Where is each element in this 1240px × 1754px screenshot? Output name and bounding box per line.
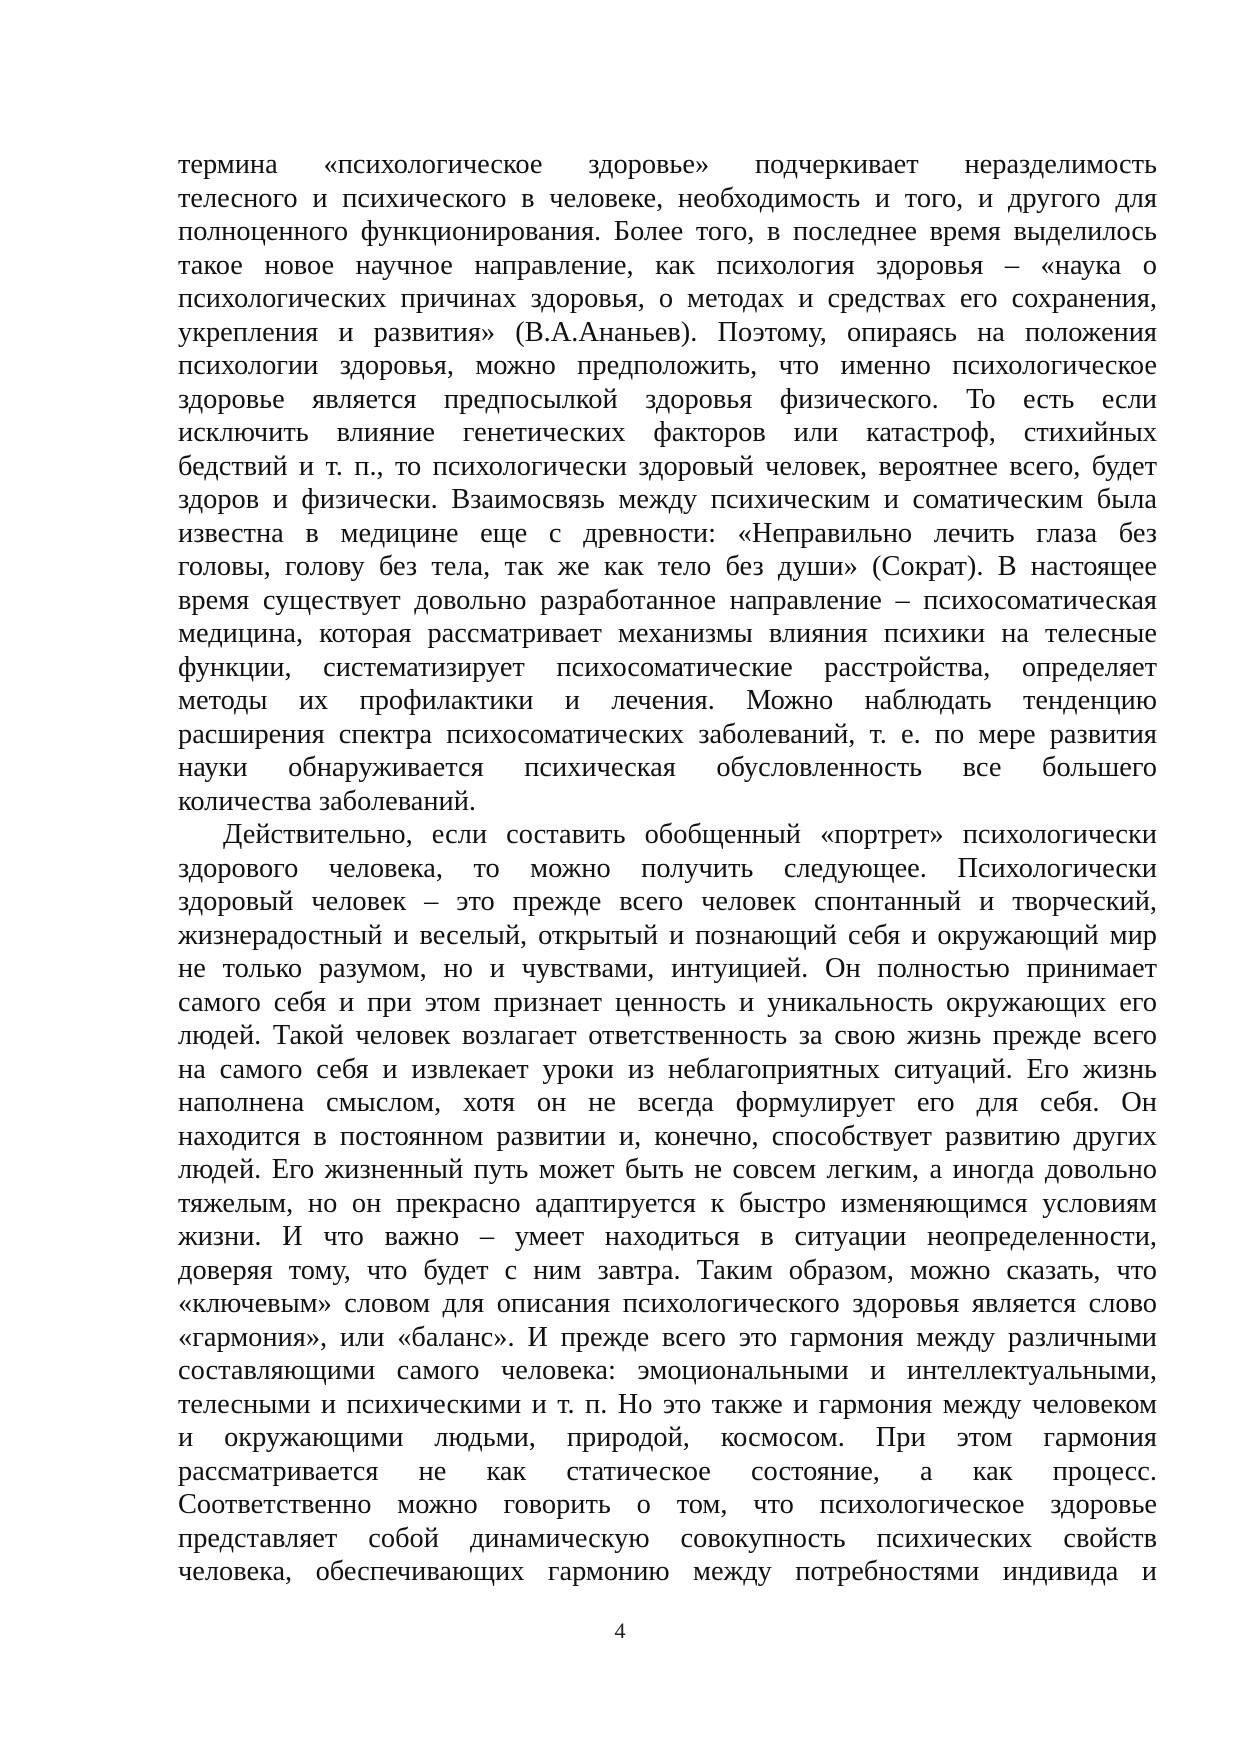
text-line: укрепления и развития» (В.А.Ананьев). Поэтому, опираясь на положения	[178, 316, 1157, 348]
text-line: такое новое научное направление, как психология здоровья – «наука о	[178, 249, 1157, 281]
text-line: на самого себя и извлекает уроки из неблагоприятных ситуаций. Его жизнь	[178, 1053, 1157, 1085]
text-line: телесными и психическими и т. п. Но это также и гармония между человеком	[178, 1388, 1157, 1420]
text-line: не только разумом, но и чувствами, интуицией. Он полностью принимает	[178, 953, 1157, 984]
text-line: Действительно, если составить обобщенный «портрет» психологически	[223, 819, 1157, 850]
text-line: методы их профилактики и лечения. Можно наблюдать тенденцию	[178, 685, 1157, 716]
page-number: 4	[614, 1618, 626, 1643]
text-line: науки обнаруживается психическая обусловленность все большего	[178, 752, 1157, 783]
text-line: находится в постоянном развитии и, конечно, способствует развитию других	[178, 1120, 1157, 1152]
text-line: «гармония», или «баланс». И прежде всего это гармония между различными	[178, 1321, 1157, 1353]
paragraph-1	[178, 148, 1157, 818]
text-line: функции, систематизирует психосоматические расстройства, определяет	[178, 651, 1157, 683]
text-line: известна в медицине еще с древности: «Неправильно лечить глаза без	[178, 517, 1157, 549]
text-line: психологических причинах здоровья, о методах и средствах его сохранения,	[178, 283, 1157, 314]
text-line: исключить влияние генетических факторов или катастроф, стихийных	[178, 417, 1157, 448]
text-line: количества заболеваний.	[178, 785, 477, 817]
text-line: Соответственно можно говорить о том, что психологическое здоровье	[178, 1489, 1157, 1520]
text-line: людей. Такой человек возлагает ответственность за свою жизнь прежде всего	[178, 1020, 1157, 1051]
text-line: людей. Его жизненный путь может быть не совсем легким, а иногда довольно	[178, 1154, 1157, 1185]
text-line: жизни. И что важно – умеет находиться в ситуации неопределенности,	[178, 1221, 1157, 1252]
text-line: термина «психологическое здоровье» подчеркивает неразделимость	[178, 149, 1157, 180]
text-line: доверяя тому, что будет с ним завтра. Таким образом, можно сказать, что	[178, 1254, 1157, 1286]
text-line: представляет собой динамическую совокупность психических свойств	[178, 1522, 1157, 1554]
body-text	[178, 148, 1157, 1589]
text-line: человека, обеспечивающих гармонию между потребностями индивида и	[178, 1556, 1157, 1587]
text-line: составляющими самого человека: эмоциональными и интеллектуальными,	[178, 1355, 1157, 1386]
text-line: здоровье является предпосылкой здоровья физического. То есть если	[178, 383, 1157, 415]
text-line: жизнерадостный и веселый, открытый и познающий себя и окружающий мир	[178, 919, 1157, 951]
text-line: и окружающими людьми, природой, космосом. При этом гармония	[178, 1422, 1157, 1453]
text-line: «ключевым» словом для описания психологического здоровья является слово	[178, 1288, 1157, 1319]
text-line: медицина, которая рассматривает механизмы влияния психики на телесные	[178, 618, 1157, 649]
text-line: бедствий и т. п., то психологически здоровый человек, вероятнее всего, будет	[178, 450, 1157, 482]
text-line: здоровый человек – это прежде всего человек спонтанный и творческий,	[178, 886, 1157, 917]
text-line: время существует довольно разработанное направление – психосоматическая	[178, 584, 1157, 616]
text-line: здоров и физически. Взаимосвязь между психическим и соматическим была	[178, 484, 1157, 515]
text-line: телесного и психического в человеке, необходимость и того, и другого для	[178, 182, 1157, 214]
text-line: психологии здоровья, можно предположить, что именно психологическое	[178, 350, 1157, 381]
text-line: самого себя и при этом признает ценность и уникальность окружающих его	[178, 986, 1157, 1018]
text-line: тяжелым, но он прекрасно адаптируется к быстро изменяющимся условиям	[178, 1187, 1157, 1219]
text-line: рассматривается не как статическое состояние, а как процесс.	[178, 1455, 1157, 1487]
text-line: полноценного функционирования. Более того, в последнее время выделилось	[178, 216, 1157, 247]
paragraph-2	[178, 818, 1157, 1589]
text-line: здорового человека, то можно получить следующее. Психологически	[178, 852, 1157, 884]
text-line: наполнена смыслом, хотя он не всегда формулирует его для себя. Он	[178, 1087, 1157, 1118]
text-line: головы, голову без тела, так же как тело без души» (Сократ). В настоящее	[178, 551, 1157, 582]
text-line: расширения спектра психосоматических заболеваний, т. е. по мере развития	[178, 718, 1157, 750]
